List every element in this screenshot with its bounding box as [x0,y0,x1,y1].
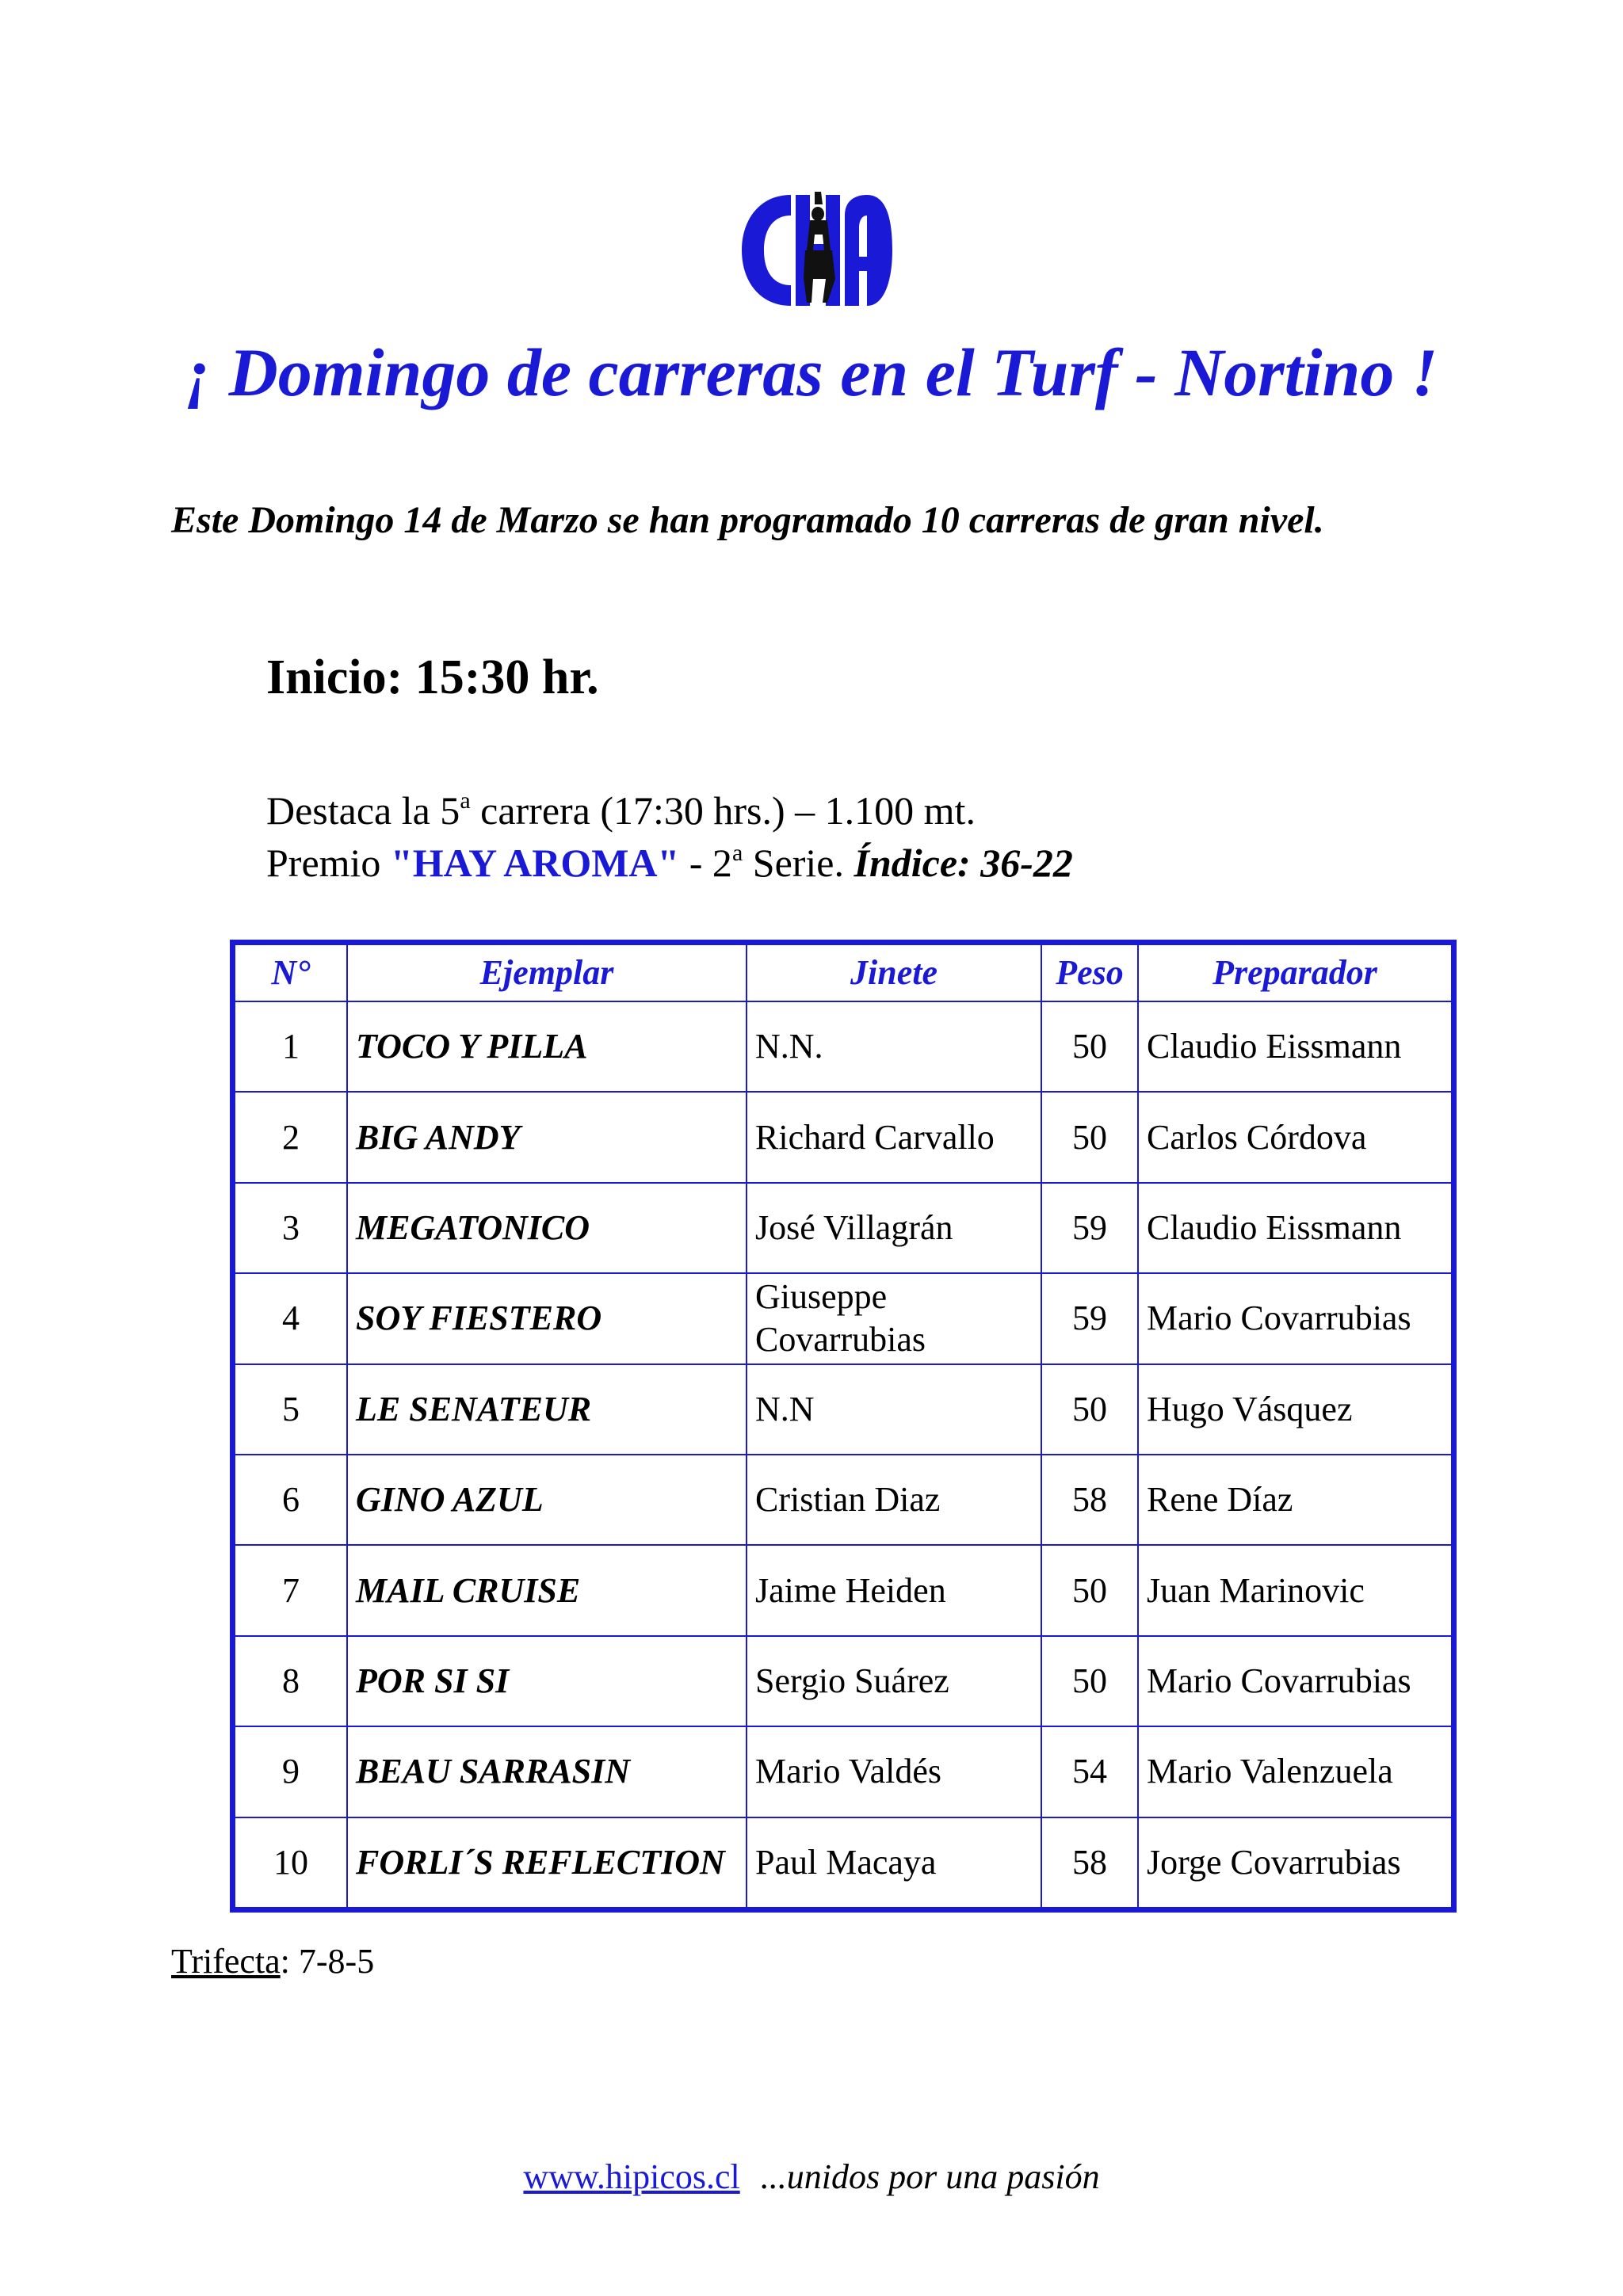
cell-horse: SOY FIESTERO [347,1273,747,1363]
header-jockey: Jinete [747,944,1041,1001]
cell-number: 3 [235,1183,347,1273]
header-weight: Peso [1041,944,1138,1001]
cell-jockey: N.N. [747,1001,1041,1092]
website-link[interactable]: www.hipicos.cl [523,2157,740,2196]
cell-trainer: Hugo Vásquez [1138,1364,1452,1455]
cell-weight: 50 [1041,1636,1138,1726]
cell-weight: 50 [1041,1364,1138,1455]
table-row [235,1364,1452,1455]
cell-horse: MAIL CRUISE [347,1545,747,1635]
cell-horse: LE SENATEUR [347,1364,747,1455]
cell-trainer: Mario Valenzuela [1138,1726,1452,1817]
cell-horse: FORLI´S REFLECTION [347,1817,747,1908]
cell-jockey: Mario Valdés [747,1726,1041,1817]
footer [0,2153,1623,2201]
cell-jockey: Paul Macaya [747,1817,1041,1908]
header-horse: Ejemplar [347,944,747,1001]
prize-name: "HAY AROMA" [390,841,680,885]
cell-jockey: Sergio Suárez [747,1636,1041,1726]
page-title: ¡ Domingo de carreras en el Turf - Nortino ! [185,334,1438,410]
cell-number: 2 [235,1092,347,1182]
cell-number: 8 [235,1636,347,1726]
cell-horse: BIG ANDY [347,1092,747,1182]
cell-jockey: Giuseppe Covarrubias [747,1273,1041,1363]
cell-weight: 50 [1041,1092,1138,1182]
cell-jockey: Cristian Diaz [747,1455,1041,1545]
cell-horse: BEAU SARRASIN [347,1726,747,1817]
cell-horse: POR SI SI [347,1636,747,1726]
subtitle: Este Domingo 14 de Marzo se han programado 10 carreras de gran nivel. [171,499,1324,541]
cell-weight: 59 [1041,1273,1138,1363]
table-row [235,1092,1452,1182]
cell-number: 1 [235,1001,347,1092]
cell-number: 4 [235,1273,347,1363]
cell-horse: MEGATONICO [347,1183,747,1273]
cell-trainer: Juan Marinovic [1138,1545,1452,1635]
prize-line: Premio "HAY AROMA" - 2$^a$ Serie. Índice: 36-22 [266,840,1073,885]
table-row [235,1636,1452,1726]
cell-horse: GINO AZUL [347,1455,747,1545]
cell-weight: 59 [1041,1183,1138,1273]
header-number: N° [235,944,347,1001]
highlight-race-line: Destaca la 5$^a$ carrera (17:30 hrs.) – 1.100 mt. [266,788,976,833]
cell-horse: TOCO Y PILLA [347,1001,747,1092]
cell-trainer: Rene Díaz [1138,1455,1452,1545]
cell-number: 10 [235,1817,347,1908]
cell-weight: 54 [1041,1726,1138,1817]
cell-trainer: Carlos Córdova [1138,1092,1452,1182]
header-trainer: Preparador [1138,944,1452,1001]
cell-trainer: Jorge Covarrubias [1138,1817,1452,1908]
cell-trainer: Claudio Eissmann [1138,1001,1452,1092]
table-row [235,1817,1452,1908]
table-row [235,1273,1452,1363]
cell-number: 9 [235,1726,347,1817]
cell-trainer: Mario Covarrubias [1138,1273,1452,1363]
table-row [235,1726,1452,1817]
cell-weight: 50 [1041,1001,1138,1092]
cell-number: 6 [235,1455,347,1545]
cell-weight: 58 [1041,1455,1138,1545]
cell-number: 5 [235,1364,347,1455]
cell-weight: 58 [1041,1817,1138,1908]
table-row [235,1001,1452,1092]
cell-trainer: Mario Covarrubias [1138,1636,1452,1726]
footer-tagline: ...unidos por una pasión [760,2157,1100,2196]
cell-jockey: N.N [747,1364,1041,1455]
trifecta-result: Trifecta: 7-8-5 [171,1942,375,1981]
club-logo [735,184,899,317]
prize-index: Índice: 36-22 [854,841,1073,885]
cell-trainer: Claudio Eissmann [1138,1183,1452,1273]
table-row [235,1455,1452,1545]
cell-number: 7 [235,1545,347,1635]
start-time: Inicio: 15:30 hr. [266,650,599,704]
cell-weight: 50 [1041,1545,1138,1635]
table-row [235,1183,1452,1273]
entries-table [230,940,1457,1913]
cell-jockey: Jaime Heiden [747,1545,1041,1635]
cell-jockey: José Villagrán [747,1183,1041,1273]
table-row [235,1545,1452,1635]
cell-jockey: Richard Carvallo [747,1092,1041,1182]
